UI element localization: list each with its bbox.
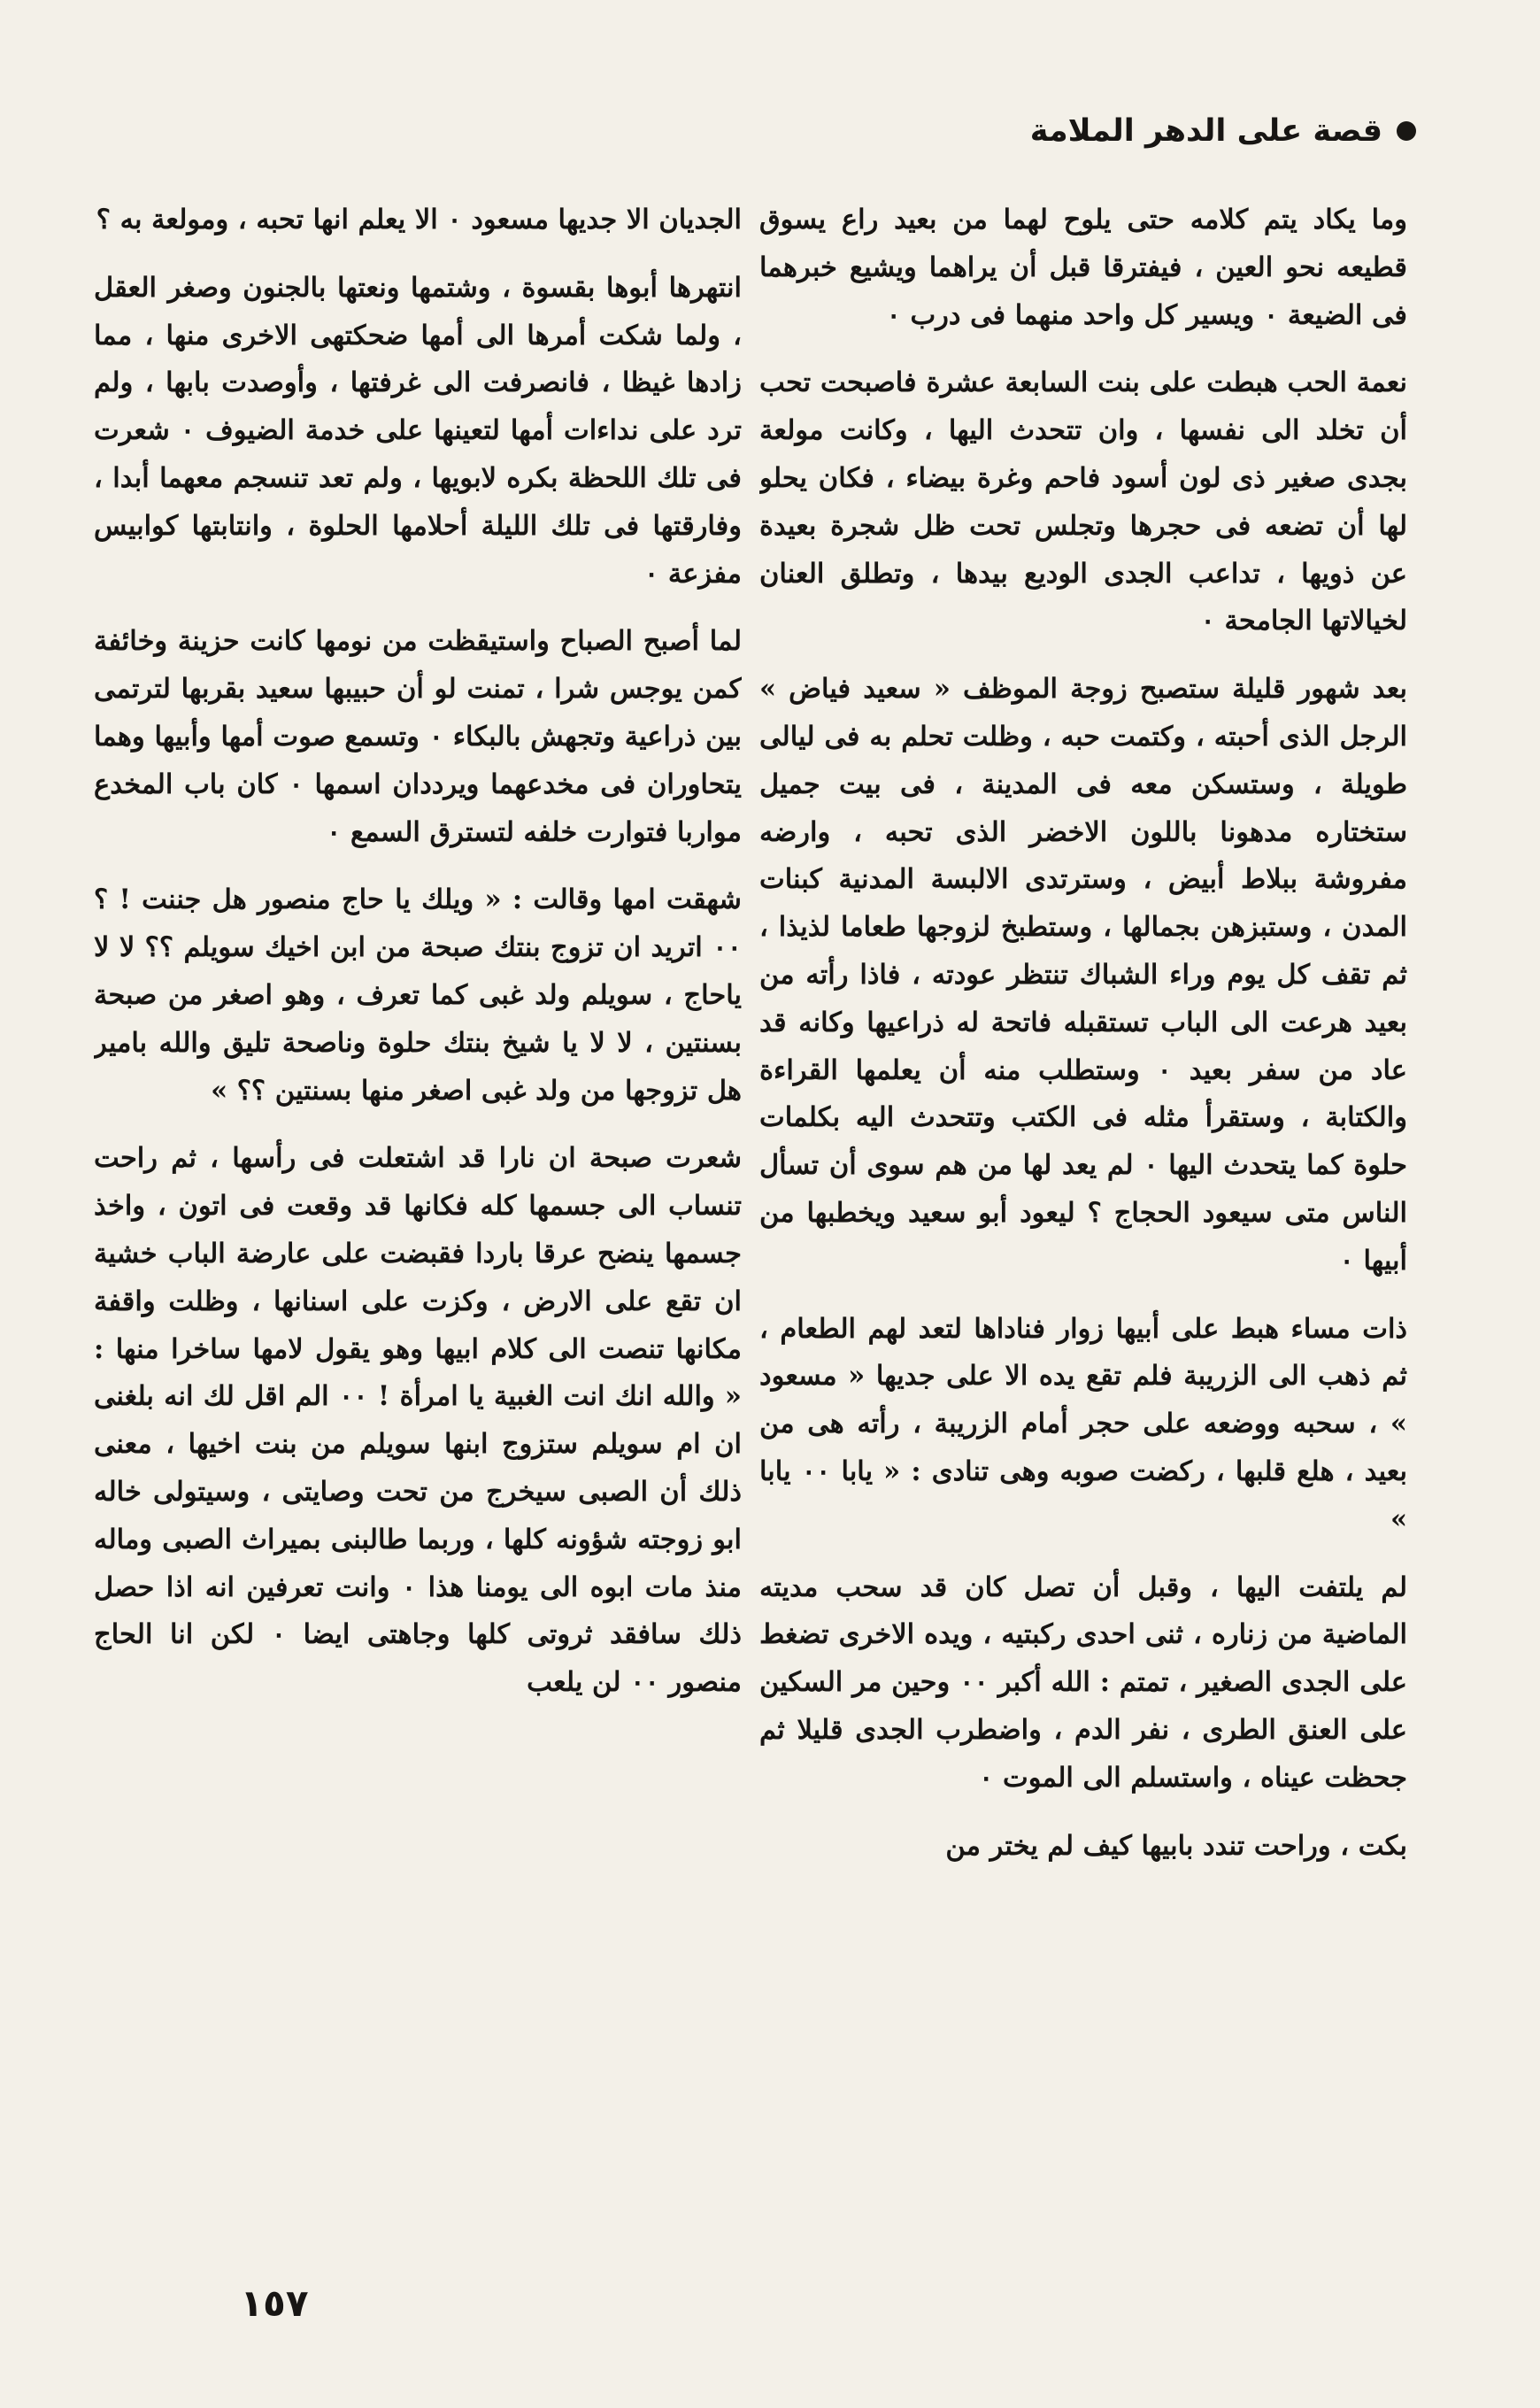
paragraph: لم يلتفت اليها ، وقبل أن تصل كان قد سحب مديته الماضية من زناره ، ثنى احدى ركبتيه ، ويده الاخرى تضغط على الجدى الصغير ، تمتم : الله أكبر ٠٠ وحين مر السكين على العنق الطرى ، نفر الدم ، واضطرب الجدى قليلا ثم جحظت عيناه ، واستسلم الى الموت ٠ <box>759 1571 1407 1794</box>
header-title: قصة على الدهر الملامة <box>1029 113 1382 149</box>
running-header <box>620 108 1416 154</box>
paragraph: شهقت امها وقالت : « ويلك يا حاج منصور هل جننت ! ؟ ٠٠ اتريد ان تزوج بنتك صبحة من ابن اخيك سويلم ؟؟ لا لا ياحاج ، سويلم ولد غبى كما تعرف ، وهو اصغر من صبحة بسنتين ، لا لا يا شيخ بنتك حلوة وناصحة تليق والله بامير هل تزوجها من ولد غبى اصغر منها بسنتين ؟؟ » <box>94 884 742 1107</box>
paragraph: لما أصبح الصباح واستيقظت من نومها كانت حزينة وخائفة كمن يوجس شرا ، تمنت لو أن حبيبها سعيد بقربها لترتمى بين ذراعية وتجهش بالبكاء ٠ وتسمع صوت أمها وأبيها وهما يتحاوران فى مخدعهما ويرددان اسمها ٠ كان باب المخدع مواربا فتوارت خلفه لتسترق السمع ٠ <box>94 625 742 848</box>
paragraph: ذات مساء هبط على أبيها زوار فناداها لتعد لهم الطعام ، ثم ذهب الى الزريبة فلم تقع يده الا على جديها « مسعود » ، سحبه ووضعه على حجر أمام الزريبة ، رأته هى من بعيد ، هلع قلبها ، ركضت صوبه وهى تنادى : « يابا ٠٠ يابا » <box>759 1312 1407 1535</box>
paragraph: بعد شهور قليلة ستصبح زوجة الموظف « سعيد فياض » الرجل الذى أحبته ، وكتمت حبه ، وظلت تحلم به فى ليالى طويلة ، وستسكن معه فى المدينة ، فى بيت جميل ستختاره مدهونا باللون الاخضر الذى تحبه ، وارضه مفروشة ببلاط أبيض ، وسترتدى الالبسة المدنية كبنات المدن ، وستبزهن بجمالها ، وستطبخ لزوجها طعاما لذيذا ، ثم تقف كل يوم وراء الشباك تنتظر عودته ، فاذا رأته من بعيد هرعت الى الباب تستقبله فاتحة له ذراعيها وكانه قد عاد من سفر بعيد ٠ وستطلب منه أن يعلمها القراءة والكتابة ، وستقرأ مثله فى الكتب وتتحدث اليه بكلمات حلوة كما يتحدث اليها ٠ لم يعد لها من هم سوى أن تسأل الناس متى سيعود الحجاج ؟ ليعود أبو سعيد ويخطبها من أبيها ٠ <box>759 673 1407 1277</box>
paragraph: وما يكاد يتم كلامه حتى يلوح لهما من بعيد راع يسوق قطيعه نحو العين ، فيفترقا قبل أن يراهما ويشيع خبرهما فى الضيعة ٠ ويسير كل واحد منهما فى درب ٠ <box>759 204 1407 331</box>
paragraph: الجديان الا جديها مسعود ٠ الا يعلم انها تحبه ، ومولعة به ؟ <box>96 204 742 235</box>
page-number: ١٥٧ <box>240 2281 309 2325</box>
paragraph: شعرت صبحة ان نارا قد اشتعلت فى رأسها ، ثم راحت تنساب الى جسمها كله فكانها قد وقعت فى اتون ، واخذ جسمها ينضح عرقا باردا فقبضت على عارضة الباب خشية ان تقع على الارض ، وكزت على اسنانها ، وظلت واقفة مكانها تنصت الى كلام ابيها وهو يقول لامها ساخرا منها : « والله انك انت الغبية يا امرأة ! ٠٠ الم اقل لك انه بلغنى ان ام سويلم ستزوج ابنها سويلم من بنت اخيها ، معنى ذلك أن الصبى سيخرج من تحت وصايتى ، وسيتولى خاله ابو زوجته شؤونه كلها ، وربما طالبنى بميراث الصبى وماله منذ مات ابوه الى يومنا هذا ٠ وانت تعرفين انه اذا حصل ذلك سافقد ثروتى كلها وجاهتى ايضا ٠ لكن انا الحاج منصور ٠٠ لن يلعب <box>94 1142 742 1699</box>
bullet-icon <box>1397 121 1416 141</box>
text-column-right <box>759 197 1407 2268</box>
paragraph: انتهرها أبوها بقسوة ، وشتمها ونعتها بالجنون وصغر العقل ، ولما شكت أمرها الى أمها ضحكتهى الاخرى منها ، مما زادها غيظا ، فانصرفت الى غرفتها ، وأوصدت بابها ، ولم ترد على نداءات أمها لتعينها على خدمة الضيوف ٠ شعرت فى تلك اللحظة بكره لابويها ، ولم تعد تنسجم معهما أبدا ، وفارقتها فى تلك الليلة أحلامها الحلوة ، وانتابتها كوابيس مفزعة ٠ <box>94 271 742 590</box>
text-column-left <box>94 197 742 2268</box>
paragraph: بكت ، وراحت تندد بابيها كيف لم يختر من <box>945 1829 1407 1862</box>
paragraph: نعمة الحب هبطت على بنت السابعة عشرة فاصبحت تحب أن تخلد الى نفسها ، وان تتحدث اليها ، وكانت مولعة بجدى صغير ذى لون أسود فاحم وغرة بيضاء ، فكان يحلو لها أن تضعه فى حجرها وتجلس تحت ظل شجرة بعيدة عن ذويها ، تداعب الجدى الوديع بيدها ، وتطلق العنان لخيالاتها الجامحة ٠ <box>759 367 1407 637</box>
